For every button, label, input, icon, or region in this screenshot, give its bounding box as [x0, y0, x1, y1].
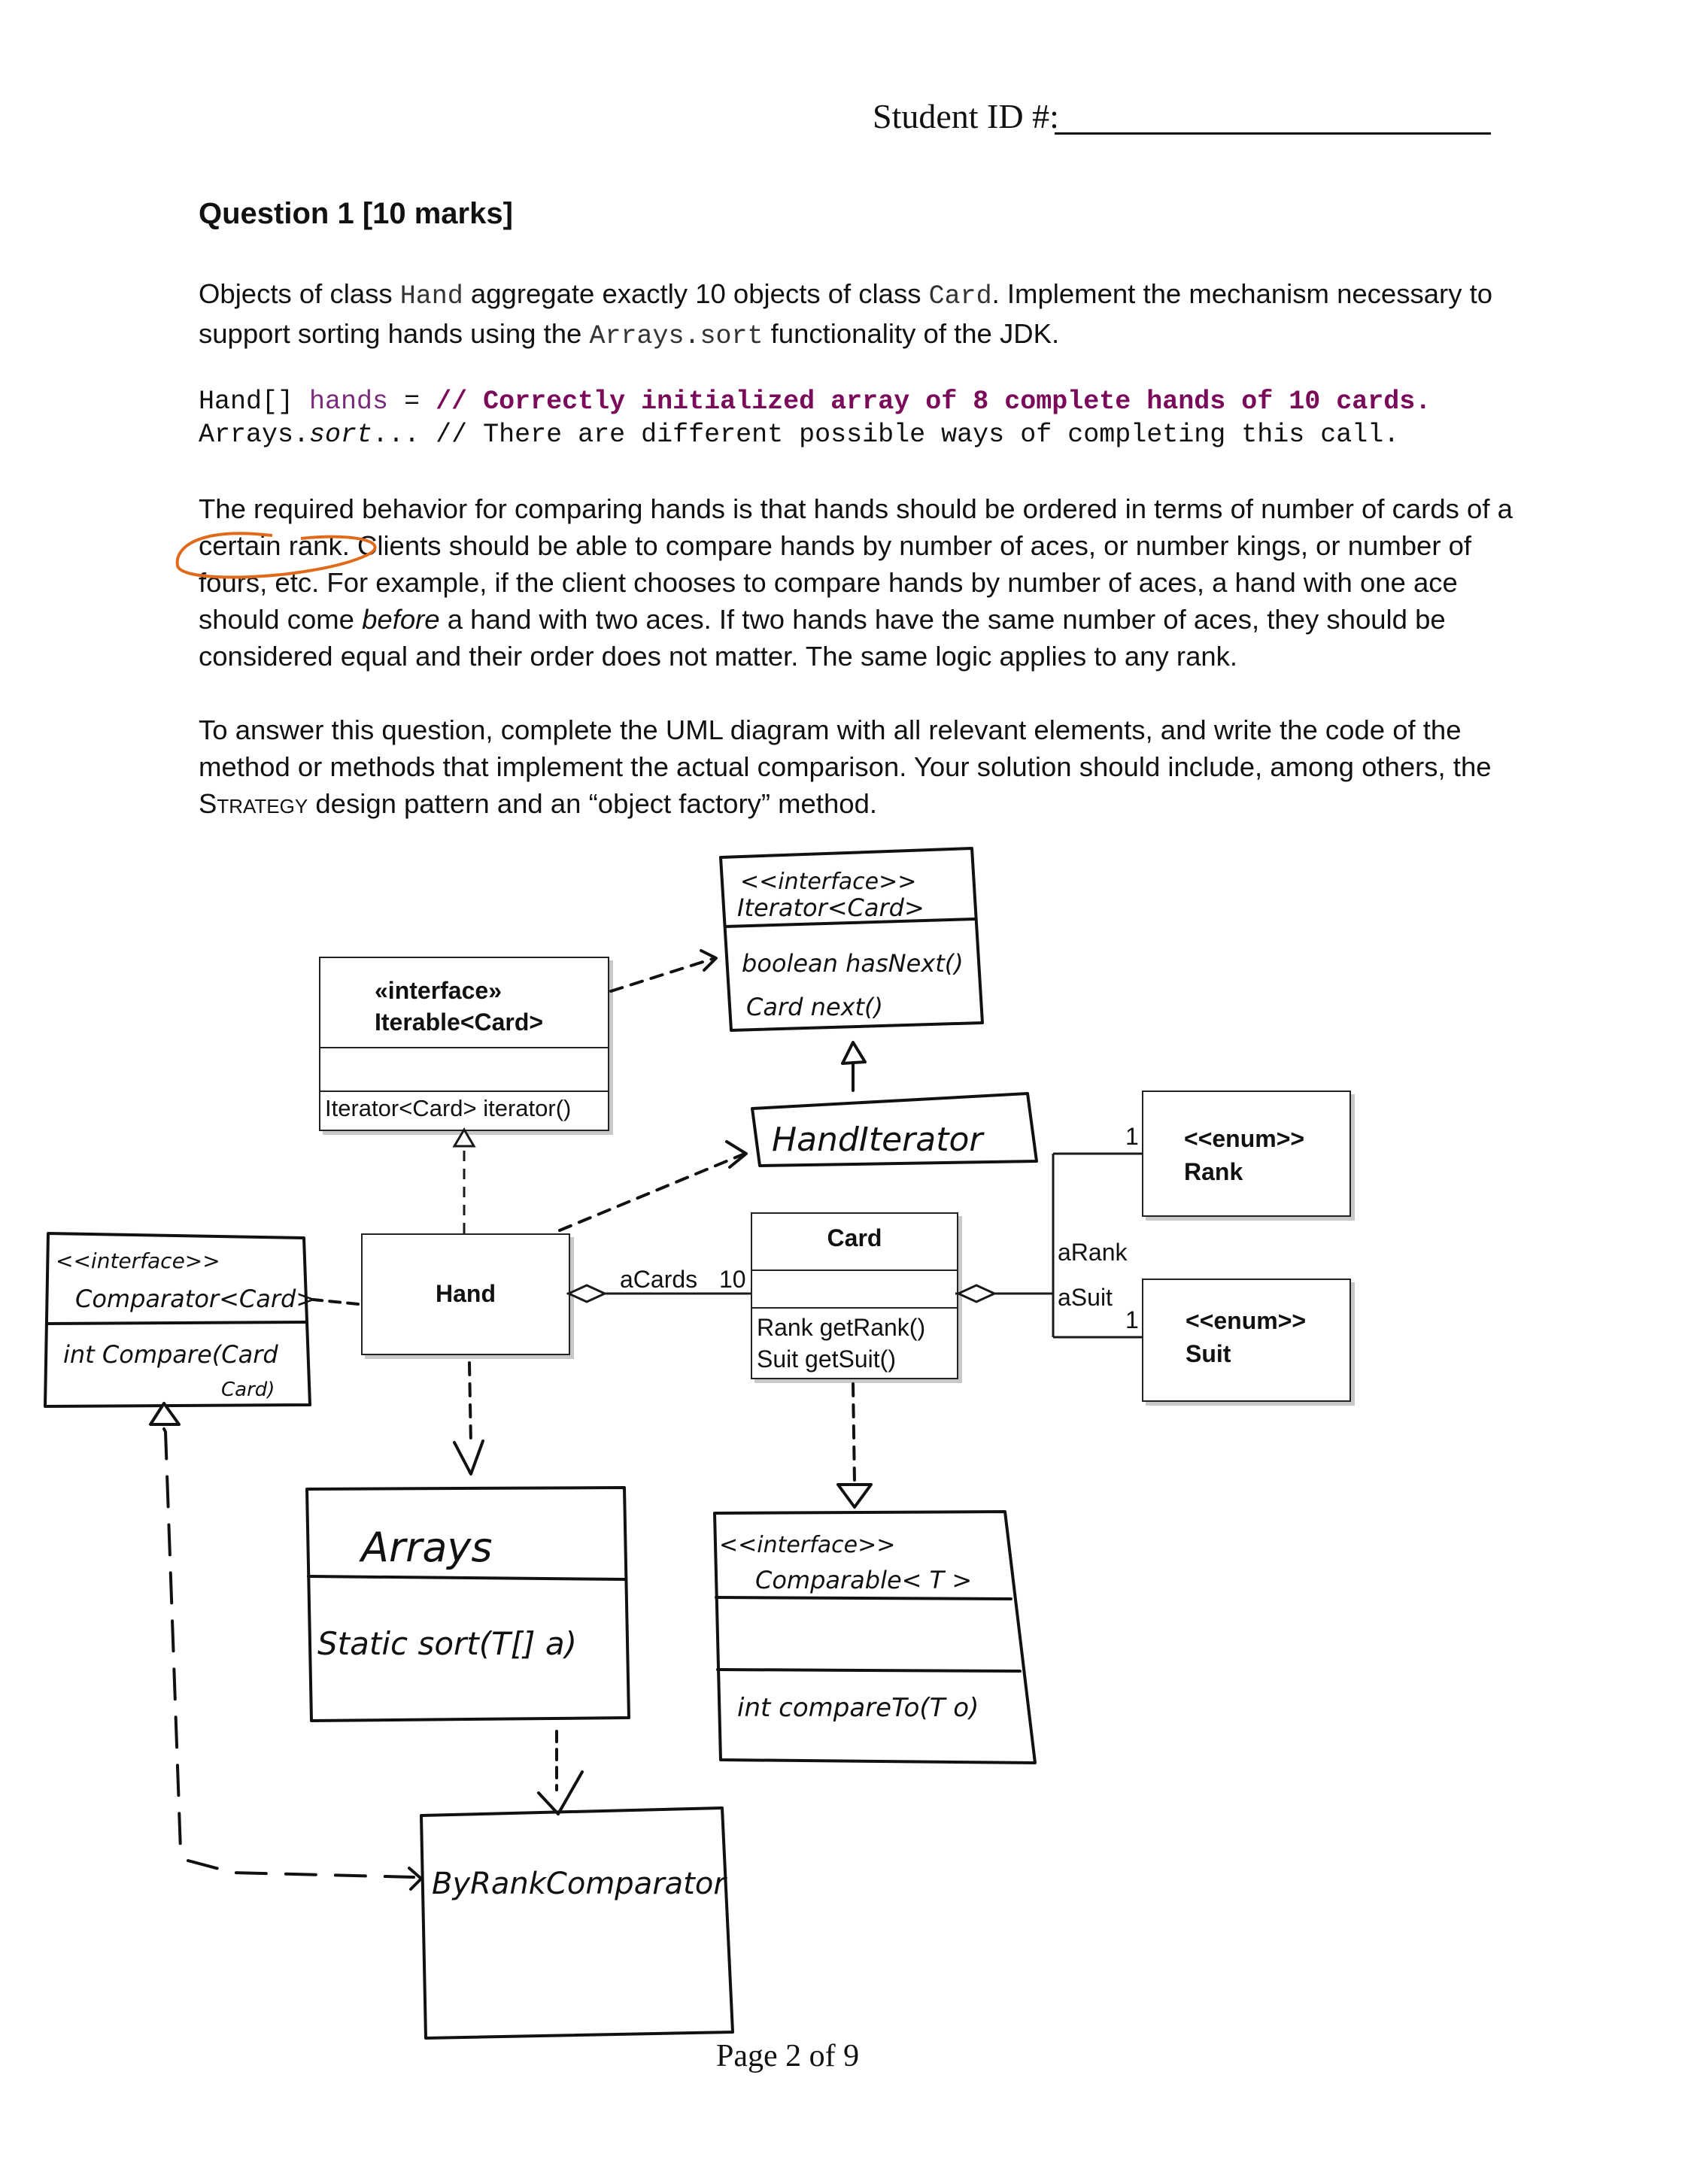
label-acards-mult: 10 [719, 1266, 746, 1293]
hw-comparable-stereotype: <<interface>> [719, 1532, 896, 1558]
hw-arrays-name: Arrays [361, 1524, 493, 1571]
label-suit-mult: 1 [1125, 1306, 1139, 1333]
hw-byrank-comparator: ByRankComparator [432, 1867, 726, 1901]
rank-stereotype: <<enum>> [1184, 1125, 1305, 1152]
hw-comparator-method: int Compare(Card [63, 1340, 278, 1369]
label-asuit: aSuit [1058, 1284, 1113, 1311]
card-method-getsuit: Suit getSuit() [757, 1345, 896, 1373]
card-method-getrank: Rank getRank() [757, 1314, 926, 1341]
paragraph-behavior: The required behavior for comparing hands is that hands should be ordered in terms of number of cards of a certain rank. Clients should be able to compare hands by number of aces, or number kings, or number of fours, etc. For example, if the client chooses to compare hands by number of aces, a hand with one ace should come before a hand with two aces. If two hands have the same number of aces, they should be considered equal and their order does not matter. The same logic applies to any rank. [199, 493, 1513, 672]
hw-comparator-name: Comparator<Card> [75, 1285, 317, 1313]
hw-comparable-name: Comparable< T > [755, 1566, 973, 1594]
page-number: Page 2 of 9 [716, 2039, 860, 2073]
hw-iterator-next: Card next() [746, 993, 884, 1021]
iterable-stereotype: «interface» [375, 977, 502, 1004]
label-rank-mult: 1 [1125, 1123, 1139, 1150]
hw-hand-iterator: HandIterator [772, 1121, 983, 1159]
hand-name: Hand [436, 1280, 496, 1307]
suit-stereotype: <<enum>> [1186, 1307, 1307, 1334]
hw-comparable-method: int compareTo(T o) [737, 1693, 979, 1723]
paragraph-task: To answer this question, complete the UML diagram with all relevant elements, and write the code of the method or methods that implement the actual comparison. Your solution should include, among others, the Strategy design pattern and an “object factory” method. [199, 714, 1492, 819]
hw-comparator-stereotype: <<interface>> [56, 1248, 220, 1273]
hw-iterator-stereotype: <<interface>> [740, 869, 917, 895]
card-name: Card [827, 1224, 882, 1251]
paragraph-intro: Objects of class Hand aggregate exactly 10 objects of class Card. Implement the mechanism necessary to support sorting hands using the Arrays.sort functionality of the JDK. [199, 278, 1493, 351]
iterable-method: Iterator<Card> iterator() [325, 1095, 572, 1121]
rank-name: Rank [1184, 1158, 1243, 1185]
hw-comparator-method-cont: Card) [221, 1379, 275, 1401]
iterable-name: Iterable<Card> [375, 1009, 544, 1036]
hw-arrays-sort: Static sort(T[] a) [317, 1625, 578, 1662]
suit-name: Suit [1186, 1340, 1231, 1367]
student-id-label: Student ID #: [873, 97, 1059, 135]
label-arank: aRank [1058, 1239, 1128, 1266]
question-heading: Question 1 [10 marks] [199, 197, 513, 230]
hw-iterator-hasnext: boolean hasNext() [742, 949, 964, 978]
code-block: Hand[] hands = // Correctly initialized array of 8 complete hands of 10 cards. Arrays.sort... // There are different possible ways of completing this call. [199, 387, 1431, 450]
label-acards: aCards [620, 1266, 698, 1293]
hw-iterator-name: Iterator<Card> [737, 893, 924, 922]
